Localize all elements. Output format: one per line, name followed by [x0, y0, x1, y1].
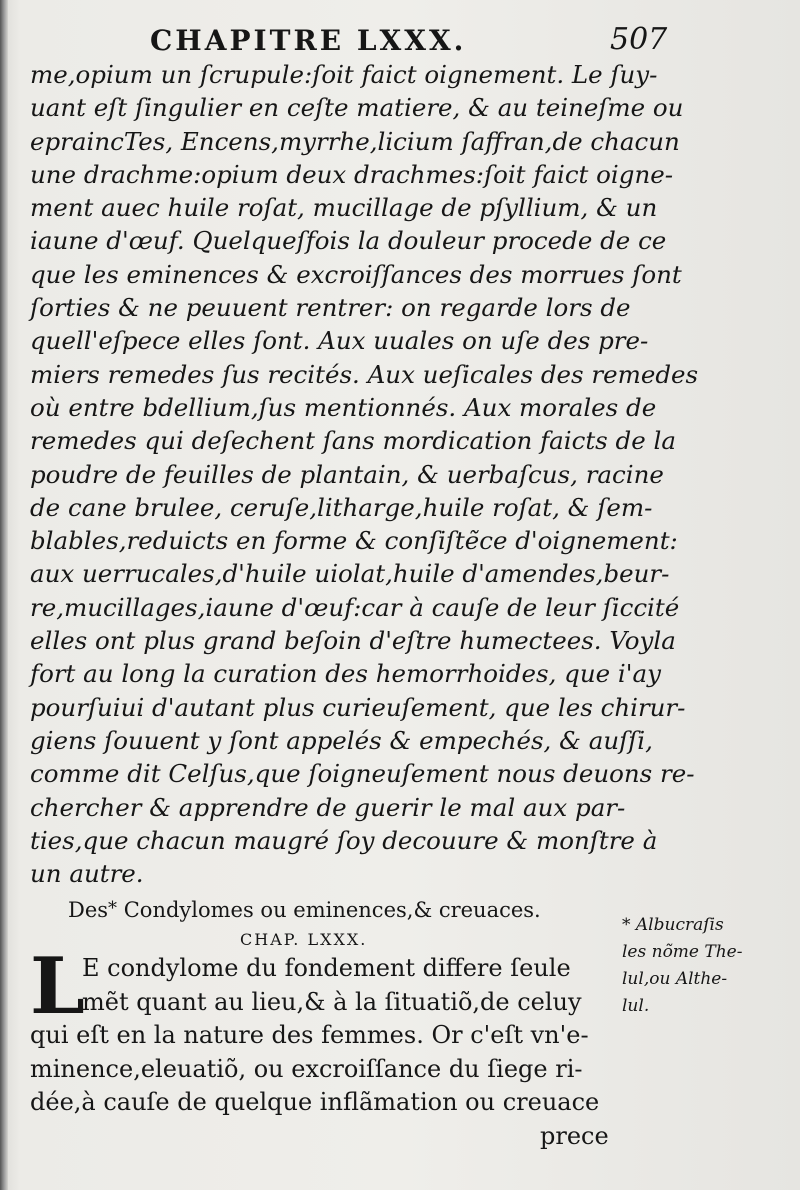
chapter-text: [30, 952, 620, 1120]
text-line: ment auec huile roſat, mucillage de pſyllium, & un: [30, 193, 658, 223]
text-line: que les eminences & excroiſſances des morrues ſont: [30, 259, 682, 289]
margin-note-line: lul,ou Althe-: [622, 969, 728, 989]
margin-note-line: lul.: [622, 996, 650, 1016]
drop-cap-initial: L: [30, 941, 85, 1032]
text-line: où entre bdellium,ſus mentionnés. Aux morales de: [30, 392, 657, 422]
margin-note: [622, 912, 792, 1020]
text-line: blables,reduicts en forme & conſiſtẽce d'oignement:: [30, 526, 678, 556]
body-text: [30, 58, 699, 890]
section-heading: [68, 898, 588, 922]
text-line: de cane brulee, ceruſe,litharge,huile roſat, & ſem-: [30, 492, 653, 522]
text-line: mẽt quant au lieu,& à la ſituatiõ,de celuy: [82, 987, 582, 1016]
text-line: remedes qui deſechent ſans mordication faicts de la: [30, 426, 676, 456]
text-line: qui eſt en la nature des femmes. Or c'eſt vn'e-: [30, 1021, 589, 1049]
text-line: epraincTes, Encens,myrrhe,licium ſaffran,de chacun: [30, 126, 680, 156]
text-line: pourſuiui d'autant plus curieuſement, que les chirur-: [30, 692, 686, 722]
text-line: quell'eſpece elles ſont. Aux uuales on uſe des pre-: [30, 326, 649, 356]
text-line: elles ont plus grand beſoin d'eſtre humectees. Voyla: [30, 626, 676, 656]
text-line: fort au long la curation des hemorrhoides, que i'ay: [30, 659, 661, 689]
text-line: giens ſouuent y ſont appelés & empechés, & auſſi,: [30, 725, 653, 755]
text-line: miers remedes ſus recités. Aux ueſicales des remedes: [30, 359, 699, 389]
page-gutter-edge: [0, 0, 8, 1190]
chapter-label: CHAP. LXXX.: [240, 930, 368, 949]
text-line: ties,que chacun maugré ſoy decouure & monſtre à: [30, 825, 658, 855]
text-line: un autre.: [30, 859, 144, 889]
catchword: prece: [540, 1122, 609, 1150]
text-line: iaune d'œuf. Quelqueſfois la douleur procede de ce: [30, 226, 667, 256]
text-line: chercher & apprendre de guerir le mal aux par-: [30, 792, 626, 822]
page-number: 507: [610, 22, 668, 57]
text-line: aux uerrucales,d'huile uiolat,huile d'amendes,beur-: [30, 559, 670, 589]
margin-note-line: * Albucraſis: [622, 915, 724, 935]
text-line: uant eſt ſingulier en ceſte matiere, & au teineſme ou: [30, 93, 684, 123]
section-heading-prefix: Des: [68, 898, 109, 922]
text-line: ſorties & ne peuuent rentrer: on regarde lors de: [30, 293, 631, 323]
text-line: me,opium un ſcrupule:ſoit faict oignement. Le ſuy-: [30, 60, 658, 89]
text-line: dée,à cauſe de quelque inflãmation ou creuace: [30, 1088, 600, 1116]
margin-note-line: les nõme The-: [622, 942, 743, 962]
text-line: une drachme:opium deux drachmes:ſoit faict oigne-: [30, 159, 674, 189]
page-header: [150, 22, 668, 58]
running-head: CHAPITRE LXXX.: [150, 24, 467, 57]
text-line: minence,eleuatiõ, ou excroiſſance du ſiege ri-: [30, 1054, 583, 1083]
text-line: re,mucillages,iaune d'œuf:car à cauſe de leur ſiccité: [30, 592, 680, 622]
text-line: E condylome du fondement differe ſeule: [82, 954, 571, 982]
text-line: poudre de feuilles de plantain, & uerbaſcus, racine: [30, 459, 664, 489]
section-heading-text: Condylomes ou eminences,& creuaces.: [123, 898, 541, 922]
text-line: comme dit Celſus,que ſoigneuſement nous deuons re-: [30, 759, 695, 789]
note-reference-mark: *: [108, 898, 118, 919]
